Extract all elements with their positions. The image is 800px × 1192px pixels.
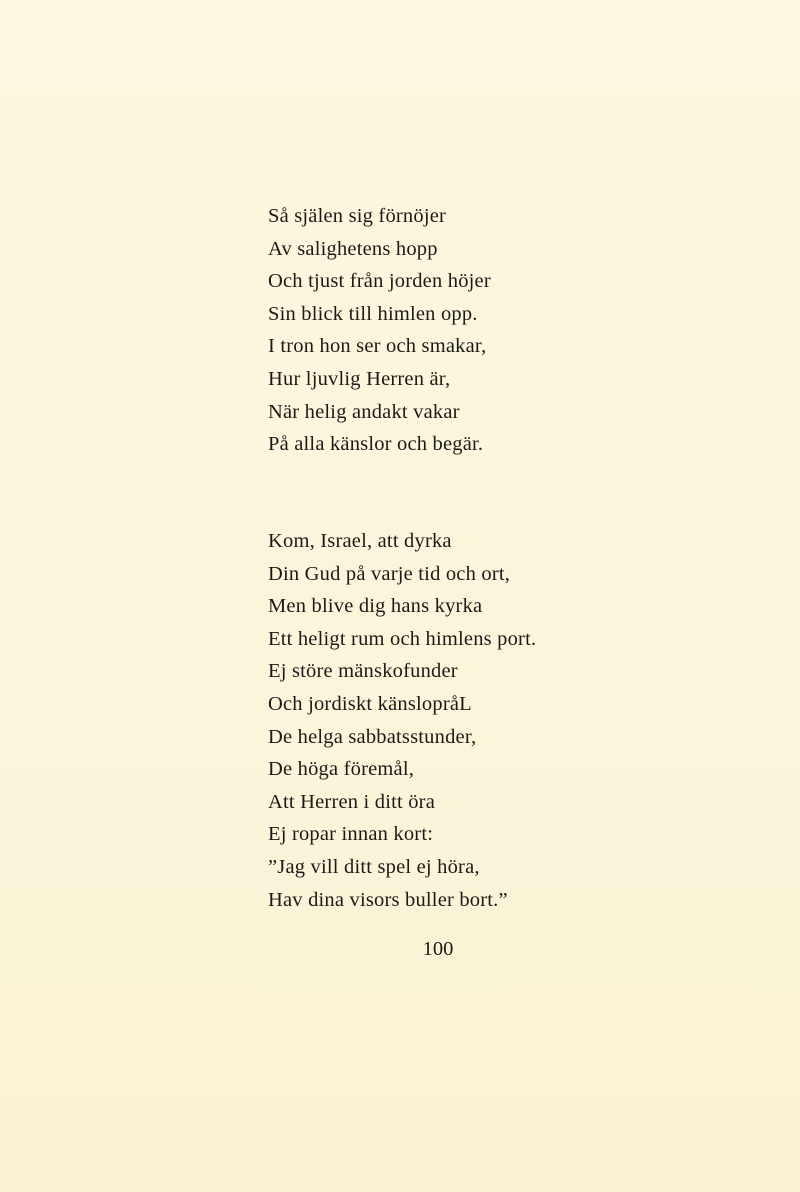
poem-line: Hav dina visors buller bort.” [268, 888, 508, 911]
poem-line: Ej störe mänskofunder [268, 660, 458, 683]
poem-stanza-2 [268, 525, 536, 916]
page-number: 100 [422, 938, 454, 960]
poem-line: Din Gud på varje tid och ort, [268, 562, 511, 585]
poem-line: Ett heligt rum och himlens port. [268, 627, 537, 650]
poem-line: Så själen sig förnöjer [268, 205, 447, 227]
poem-line: På alla känslor och begär. [268, 433, 484, 456]
poem-line: De höga föremål, [268, 758, 415, 781]
poem-line: När helig andakt vakar [268, 400, 460, 423]
poem-line: Men blive dig hans kyrka [268, 595, 483, 618]
poem-line: Att Herren i ditt öra [268, 790, 436, 813]
poem-line: Av salighetens hopp [268, 237, 438, 260]
poem-line: Sin blick till himlen opp. [268, 302, 478, 325]
poem-line: De helga sabbatsstunder, [268, 725, 477, 748]
poem-line: Och jordiskt känslopråL [268, 692, 472, 715]
poem-line: Och tjust från jorden höjer [268, 270, 491, 293]
poem-line: Kom, Israel, att dyrka [268, 530, 452, 552]
poem-line: Ej ropar innan kort: [268, 823, 434, 846]
poem-line: I tron hon ser och smakar, [268, 335, 487, 358]
poem-line: ”Jag vill ditt spel ej höra, [268, 855, 480, 878]
poem-stanza-1 [268, 200, 491, 461]
poem-line: Hur ljuvlig Herren är, [268, 367, 451, 390]
